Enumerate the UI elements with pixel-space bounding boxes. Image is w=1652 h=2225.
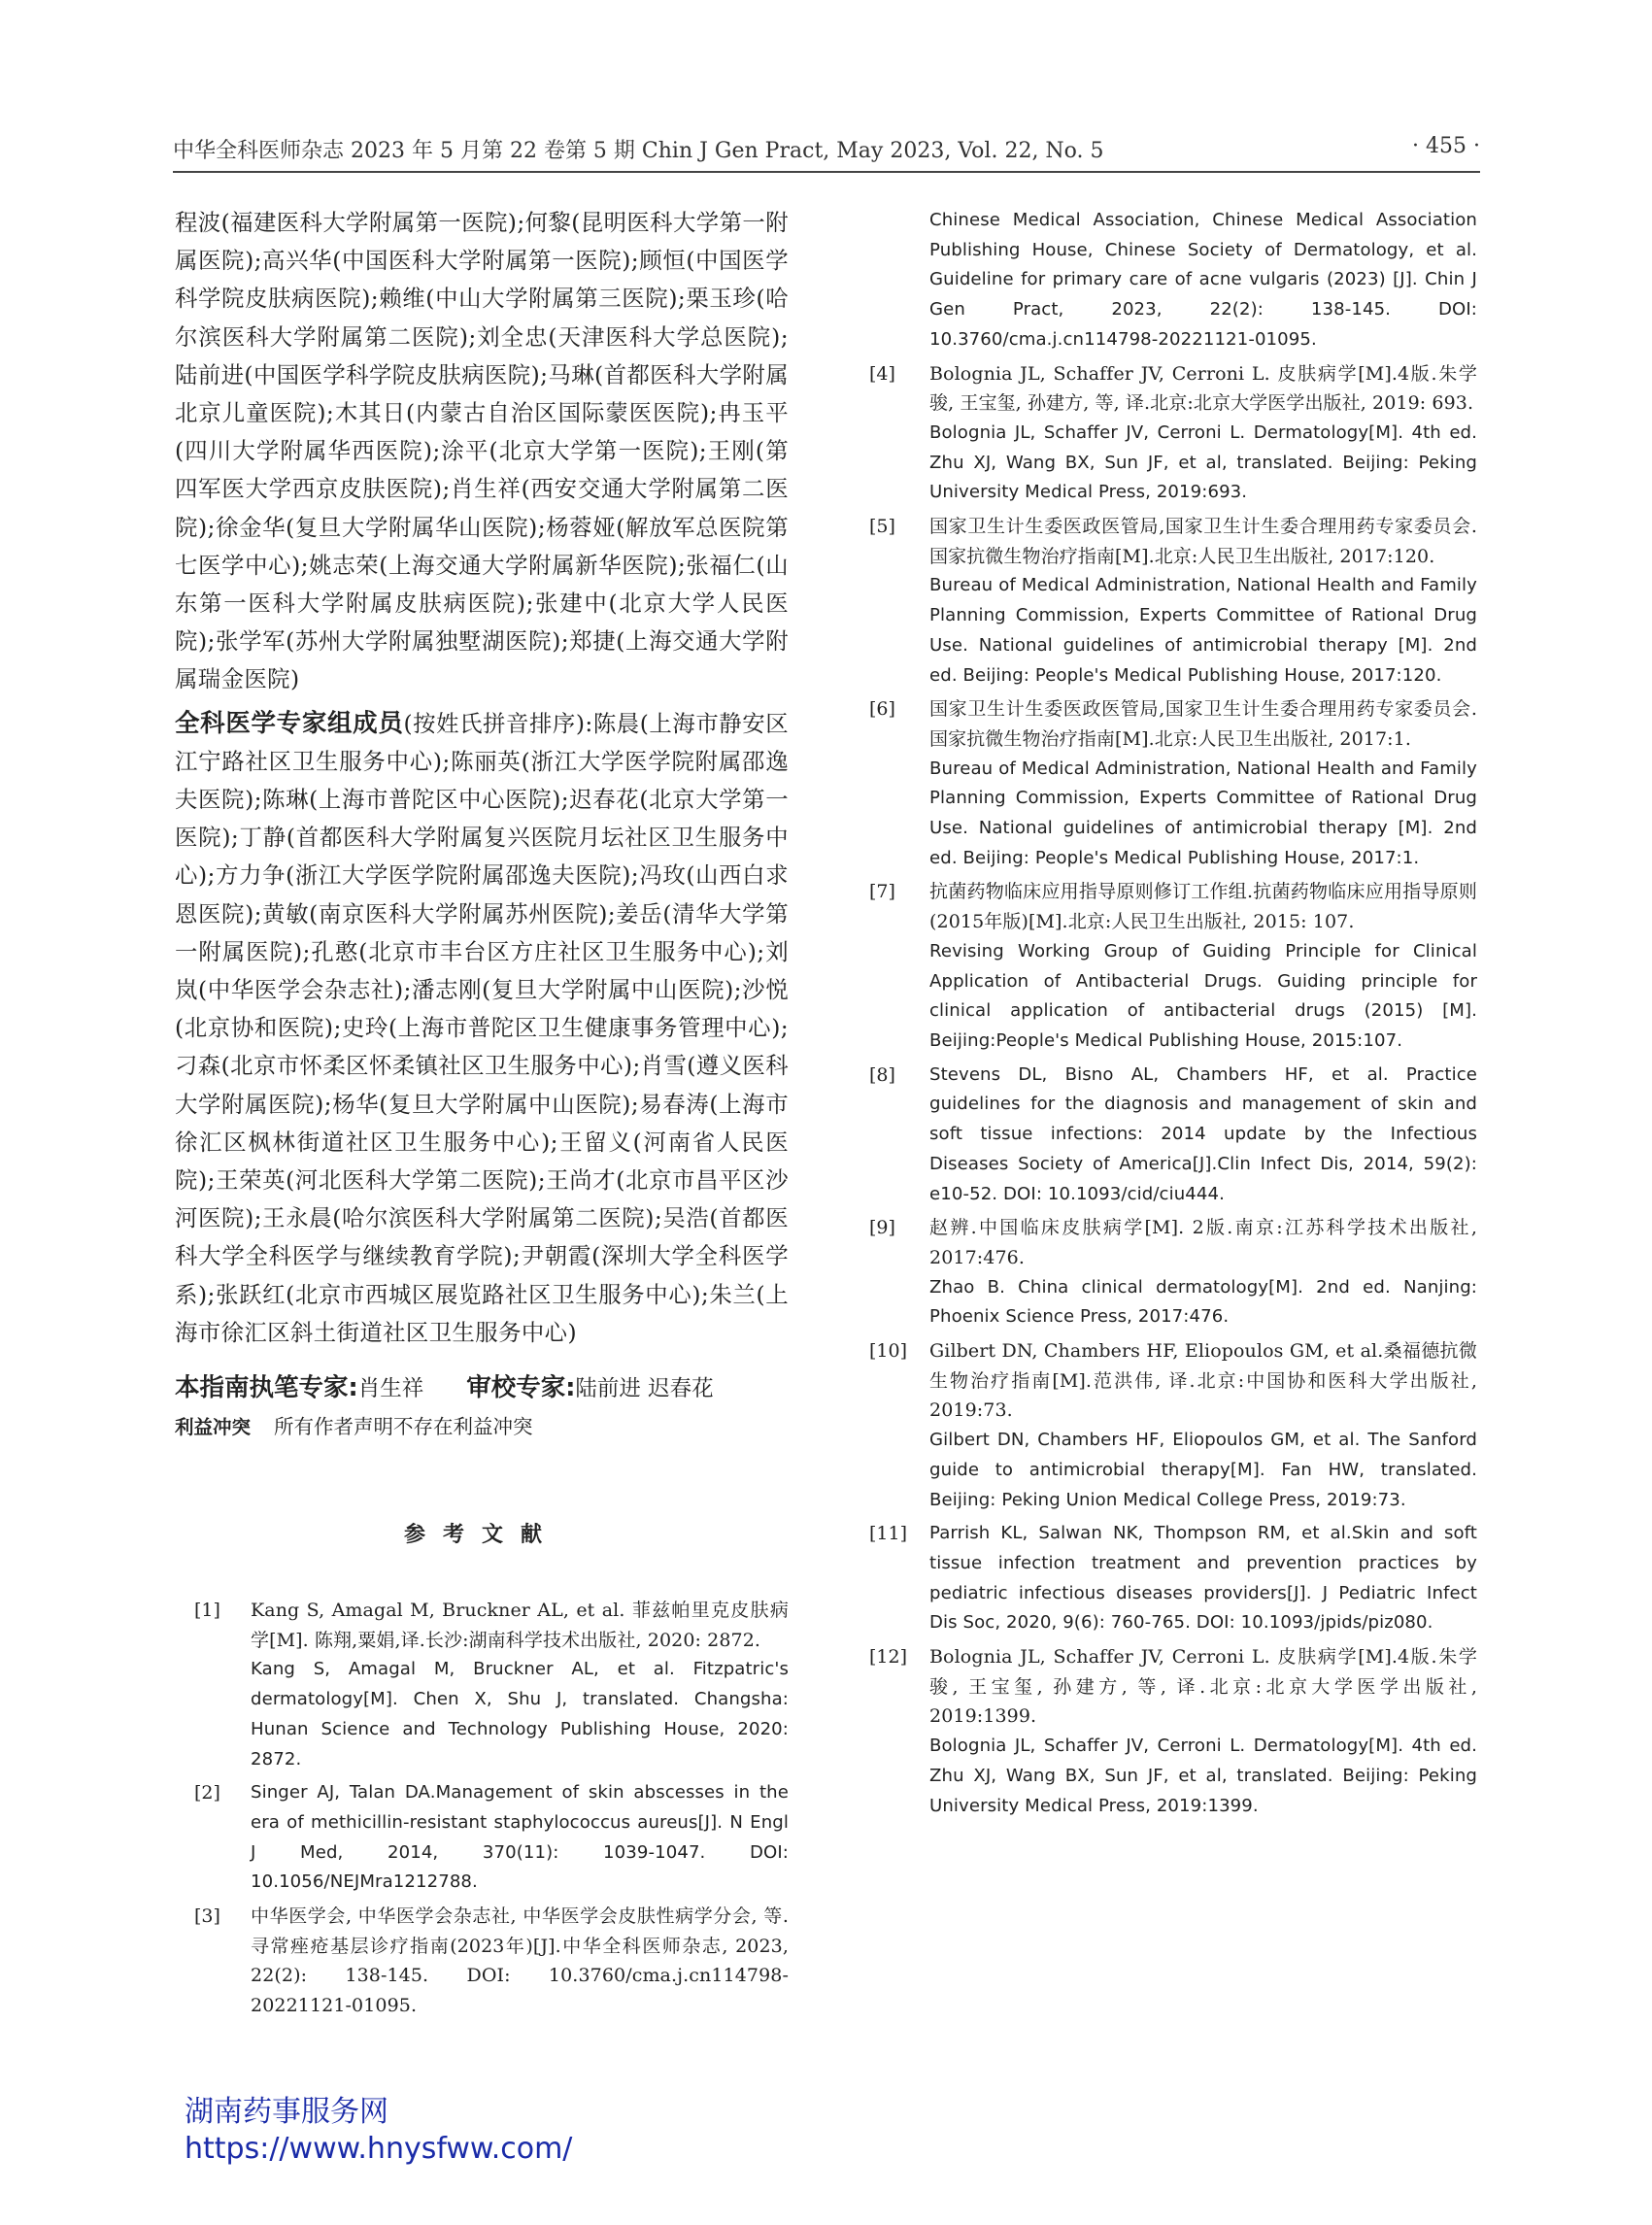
reference-item [869, 877, 1477, 1056]
dermatology-expert-list: 程波(福建医科大学附属第一医院);何黎(昆明医科大学第一附属医院);高兴华(中国医科大学附属第一医院);顾恒(中国医学科学院皮肤病医院);赖维(中山大学附属第三医院);栗玉珍(哈尔滨医科大学附属第二医院);刘全忠(天津医科大学总医院);陆前进(中国医学科学院皮肤病医院);马琳(首都医科大学附属北京儿童医院);木其日(内蒙古自治区国际蒙医医院);冉玉平(四川大学附属华西医院);涂平(北京大学第一医院);王刚(第四军医大学西京皮肤医院);肖生祥(西安交通大学附属第二医院);徐金华(复旦大学附属华山医院);杨蓉娅(解放军总医院第七医学中心);姚志荣(上海交通大学附属新华医院);张福仁(山东第一医科大学附属皮肤病医院);张建中(北京大学人民医院);张学军(苏州大学附属独墅湖医院);郑捷(上海交通大学附属瑞金医院) [175, 209, 789, 693]
reference-number: [8] [869, 1063, 895, 1086]
reference-item [869, 1336, 1477, 1515]
reference-text-chinese: Bolognia JL, Schaffer JV, Cerroni L. 皮肤病学[M].4版.朱学骏, 王宝玺, 孙建方, 等, 译.北京:北京大学医学出版社, 2019: 693. [929, 362, 1477, 415]
reference-text-english: Chinese Medical Association, Chinese Medical Association Publishing House, Chinese Society of Dermatology, et al. Guideline for primary care of acne vulgaris (2023) [J]. Chin J Gen Pract, 2023, 22(2): 138-145. DOI: 10.3760/cma.j.cn114798-20221121-01095. [929, 210, 1477, 350]
reference-text-chinese: 中华医学会, 中华医学会杂志社, 中华医学会皮肤性病学分会, 等.寻常痤疮基层诊疗指南(2023年)[J].中华全科医师杂志, 2023, 22(2): 138-145. DOI: 10.3760/cma.j.cn114798-20221121-01095. [251, 1905, 789, 2017]
reference-text-english: Kang S, Amagal M, Bruckner AL, et al. Fitzpatric's dermatology[M]. Chen X, Shu J, translated. Changsha: Hunan Science and Technology Publishing House, 2020: 2872. [251, 1659, 789, 1770]
reference-number: [9] [869, 1217, 895, 1239]
reference-text-english: Bureau of Medical Administration, National Health and Family Planning Commission, Experts Committee of Rational Drug Use. National guidelines of antimicrobial therapy [M]. 2nd ed. Beijing: People's Medical Publishing House, 2017:120. [929, 575, 1477, 686]
reference-text-english: Bolognia JL, Schaffer JV, Cerroni L. Dermatology[M]. 4th ed. Zhu XJ, Wang BX, Sun JF, et al, translated. Beijing: Peking University Medical Press, 2019:1399. [929, 1736, 1477, 1816]
reference-item [869, 694, 1477, 873]
reference-item [869, 206, 1477, 355]
reference-text-english: Zhao B. China clinical dermatology[M]. 2nd ed. Nanjing: Phoenix Science Press, 2017:476. [929, 1276, 1477, 1328]
reference-number: [10] [869, 1340, 908, 1363]
reference-text-chinese: 国家卫生计生委医政医管局,国家卫生计生委合理用药专家委员会.国家抗微生物治疗指南[M].北京:人民卫生出版社, 2017:120. [929, 516, 1477, 567]
reference-text-english: Stevens DL, Bisno AL, Chambers HF, et al. Practice guidelines for the diagnosis and management of skin and soft tissue infections: 2014 update by the Infectious Diseases Society of America[J].Clin Infect Dis, 2014, 59(2): e10-52. DOI: 10.1093/cid/ciu444. [929, 1063, 1477, 1204]
left-column [175, 204, 789, 1444]
reference-number: [7] [869, 881, 895, 903]
reference-text-chinese: 抗菌药物临床应用指导原则修订工作组.抗菌药物临床应用指导原则(2015年版)[M].北京:人民卫生出版社, 2015: 107. [929, 881, 1477, 933]
writer-name: 肖生祥 [357, 1376, 424, 1402]
reviewer-label: 审校专家: [466, 1373, 576, 1403]
page-number: · 455 · [1412, 134, 1480, 158]
reference-number: [1] [194, 1600, 220, 1621]
reference-number: [3] [194, 1905, 220, 1928]
reference-number: [2] [194, 1782, 220, 1804]
references-heading: 参考文献 [403, 1523, 559, 1547]
reference-text-english: Singer AJ, Talan DA.Management of skin abscesses in the era of methicillin-resistant staphylococcus aureus[J]. N Engl J Med, 2014, 370(11): 1039-1047. DOI: 10.1056/NEJMra1212788. [251, 1782, 789, 1893]
reference-number: [5] [869, 516, 895, 538]
reference-text-english: Parrish KL, Salwan NK, Thompson RM, et al.Skin and soft tissue infection treatment and prevention practices by pediatric infectious diseases providers[J]. J Pediatric Infect Dis Soc, 2020, 9(6): 760-765. DOI: 10.1093/jpids/piz080. [929, 1523, 1477, 1634]
reference-item [869, 1213, 1477, 1332]
reference-item [869, 512, 1477, 691]
reference-text-chinese: Gilbert DN, Chambers HF, Eliopoulos GM, et al.桑福德抗微生物治疗指南[M].范洪伟, 译.北京:中国协和医科大学出版社, 2019:73. [929, 1340, 1477, 1422]
gp-expert-list [175, 705, 789, 1352]
reference-text-chinese: 赵辨.中国临床皮肤病学[M]. 2版.南京:江苏科学技术出版社, 2017:476. [929, 1217, 1477, 1268]
watermark-site-name: 湖南药事服务网 [185, 2095, 388, 2129]
reference-item [194, 1596, 789, 1774]
watermark [185, 2094, 572, 2168]
reference-item [869, 1519, 1477, 1638]
references-left [194, 1596, 789, 2025]
journal-citation: 中华全科医师杂志 2023 年 5 月第 22 卷第 5 期 Chin J Gen Pract, May 2023, Vol. 22, No. 5 [173, 139, 1104, 163]
reference-text-chinese: Bolognia JL, Schaffer JV, Cerroni L. 皮肤病学[M].4版.朱学骏, 王宝玺, 孙建方, 等, 译.北京:北京大学医学出版社, 2019:1399. [929, 1646, 1477, 1728]
reference-item [869, 359, 1477, 509]
running-header [173, 132, 1480, 173]
reviewer-names: 陆前进 迟春花 [575, 1376, 714, 1402]
reference-item [194, 1902, 789, 2021]
gp-expert-label: 全科医学专家组成员 [175, 708, 404, 738]
reference-text-chinese: Kang S, Amagal M, Bruckner AL, et al. 菲兹帕里克皮肤病学[M]. 陈翔,粟娟,译.长沙:湖南科学技术出版社, 2020: 2872. [251, 1600, 789, 1651]
reference-number: [4] [869, 362, 895, 385]
reference-text-chinese: 国家卫生计生委医政医管局,国家卫生计生委合理用药专家委员会.国家抗微生物治疗指南[M].北京:人民卫生出版社, 2017:1. [929, 698, 1477, 750]
gp-expert-text: (按姓氏拼音排序):陈晨(上海市静安区江宁路社区卫生服务中心);陈丽英(浙江大学医学院附属邵逸夫医院);陈琳(上海市普陀区中心医院);迟春花(北京大学第一医院);丁静(首都医科大学附属复兴医院月坛社区卫生服务中心);方力争(浙江大学医学院附属邵逸夫医院);冯玫(山西白求恩医院);黄敏(南京医科大学附属苏州医院);姜岳(清华大学第一附属医院);孔憨(北京市丰台区方庄社区卫生服务中心);刘岚(中华医学会杂志社);潘志刚(复旦大学附属中山医院);沙悦(北京协和医院);史玲(上海市普陀区卫生健康事务管理中心);刁森(北京市怀柔区怀柔镇社区卫生服务中心);肖雪(遵义医科大学附属医院);杨华(复旦大学附属中山医院);易春涛(上海市徐汇区枫林街道社区卫生服务中心);王留义(河南省人民医院);王荣英(河北医科大学第二医院);王尚才(北京市昌平区沙河医院);王永晨(哈尔滨医科大学附属第二医院);吴浩(首都医科大学全科医学与继续教育学院);尹朝霞(深圳大学全科医学系);张跃红(北京市西城区展览路社区卫生服务中心);朱兰(上海市徐汇区斜土街道社区卫生服务中心) [175, 709, 789, 1346]
reference-item [194, 1778, 789, 1898]
reference-text-english: Bureau of Medical Administration, National Health and Family Planning Commission, Experts Committee of Rational Drug Use. National guidelines of antimicrobial therapy [M]. 2nd ed. Beijing: People's Medical Publishing House, 2017:1. [929, 758, 1477, 868]
reference-number: [6] [869, 698, 895, 721]
conflict-of-interest [175, 1410, 789, 1444]
reference-number: [11] [869, 1523, 908, 1545]
watermark-url[interactable]: https://www.hnysfww.com/ [185, 2132, 573, 2166]
coi-label: 利益冲突 [175, 1416, 252, 1439]
reference-text-english: Revising Working Group of Guiding Principle for Clinical Application of Antibacterial Drugs. Guiding principle for clinical application of antibacterial drugs (2015) [M]. Beijing:People's Medical Publishing House, 2015:107. [929, 940, 1477, 1051]
writer-label: 本指南执笔专家: [175, 1373, 358, 1403]
reference-text-english: Bolognia JL, Schaffer JV, Cerroni L. Dermatology[M]. 4th ed. Zhu XJ, Wang BX, Sun JF, et al, translated. Beijing: Peking University Medical Press, 2019:693. [929, 421, 1477, 503]
reference-item [869, 1061, 1477, 1210]
author-credits [175, 1369, 789, 1408]
coi-text: 所有作者声明不存在利益冲突 [274, 1415, 533, 1439]
reference-text-english: Gilbert DN, Chambers HF, Eliopoulos GM, et al. The Sanford guide to antimicrobial therapy[M]. Fan HW, translated. Beijing: Peking Union Medical College Press, 2019:73. [929, 1430, 1477, 1510]
references-right [869, 206, 1477, 1825]
reference-number: [12] [869, 1646, 908, 1669]
reference-item [869, 1642, 1477, 1821]
